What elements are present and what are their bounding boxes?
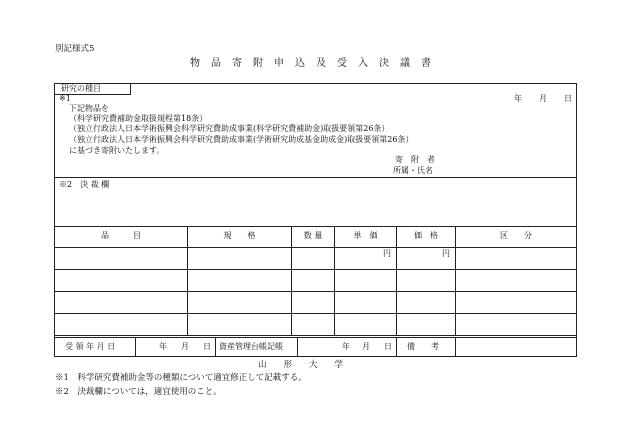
table-top-rule xyxy=(55,226,576,227)
body-line: に基づき寄附いたします。 xyxy=(69,146,165,155)
footnote-2: ※2 決裁欄については，適宜使用のこと。 xyxy=(55,387,222,397)
donor-label: 寄 附 者 xyxy=(395,155,435,164)
ledger-label: 資産管理台帳記帳 xyxy=(219,342,283,351)
column-header-unit-price: 単 価 xyxy=(353,231,378,240)
remarks-label: 備 考 xyxy=(407,342,439,351)
body-line: （科学研究費補助金取扱規程第18条） xyxy=(69,114,208,123)
decision-label: ※2 決 裁 欄 xyxy=(59,180,110,189)
column-header-price: 価 格 xyxy=(414,231,438,240)
received-day: 日 xyxy=(203,342,211,351)
table-row-rule xyxy=(55,291,576,292)
body-line: 下記物品を xyxy=(69,104,109,113)
table-row-rule xyxy=(55,313,576,314)
price-yen: 円 xyxy=(442,249,450,258)
received-month: 月 xyxy=(181,342,189,351)
form-frame xyxy=(54,83,577,357)
table-row-rule xyxy=(55,269,576,270)
document-title: 物品寄附申込及受入決議書 xyxy=(190,58,442,69)
column-divider xyxy=(187,226,188,335)
date-year: 年 xyxy=(514,94,522,103)
column-header-category: 区 分 xyxy=(500,231,532,240)
section-divider xyxy=(55,177,576,178)
received-year: 年 xyxy=(159,342,167,351)
column-divider xyxy=(396,226,397,335)
receipt-divider xyxy=(455,337,456,356)
column-header-spec: 規 格 xyxy=(223,231,256,240)
column-divider xyxy=(291,226,292,335)
table-header-rule xyxy=(55,247,576,248)
receipt-row-top-rule xyxy=(55,337,576,338)
table-bottom-rule xyxy=(55,335,576,336)
body-line: （独立行政法人日本学術振興会科学研究費助成事業(科学研究費補助金)取扱要領第26条） xyxy=(69,124,390,133)
body-line: （独立行政法人日本学術振興会科学研究費助成事業(学術研究助成基金助成金)取扱要領第26条） xyxy=(69,135,414,144)
receipt-divider xyxy=(297,337,298,356)
footnote-1: ※1 科学研究費補助金等の種類について適宜修正して記載する。 xyxy=(55,373,307,383)
receipt-divider xyxy=(215,337,216,356)
unit-price-yen: 円 xyxy=(383,249,391,258)
ledger-year: 年 xyxy=(342,342,350,351)
receipt-divider xyxy=(135,337,136,356)
ledger-month: 月 xyxy=(362,342,370,351)
date-day: 日 xyxy=(564,94,572,103)
received-date-label: 受 領 年 月 日 xyxy=(65,342,116,351)
receipt-divider xyxy=(396,337,397,356)
affiliation-label: 所属・氏名 xyxy=(393,166,433,175)
form-id: 別記様式5 xyxy=(55,44,95,54)
university-name: 山 形 大 学 xyxy=(258,360,344,370)
date-month: 月 xyxy=(539,94,547,103)
note1-mark: ※1 xyxy=(59,94,71,103)
column-header-item: 品 目 xyxy=(101,231,141,240)
column-header-quantity: 数 量 xyxy=(303,231,323,240)
research-type-box-right xyxy=(130,84,131,94)
column-divider xyxy=(455,226,456,335)
column-divider xyxy=(334,226,335,335)
ledger-day: 日 xyxy=(384,342,392,351)
research-type-label: 研究の種目 xyxy=(61,84,101,93)
